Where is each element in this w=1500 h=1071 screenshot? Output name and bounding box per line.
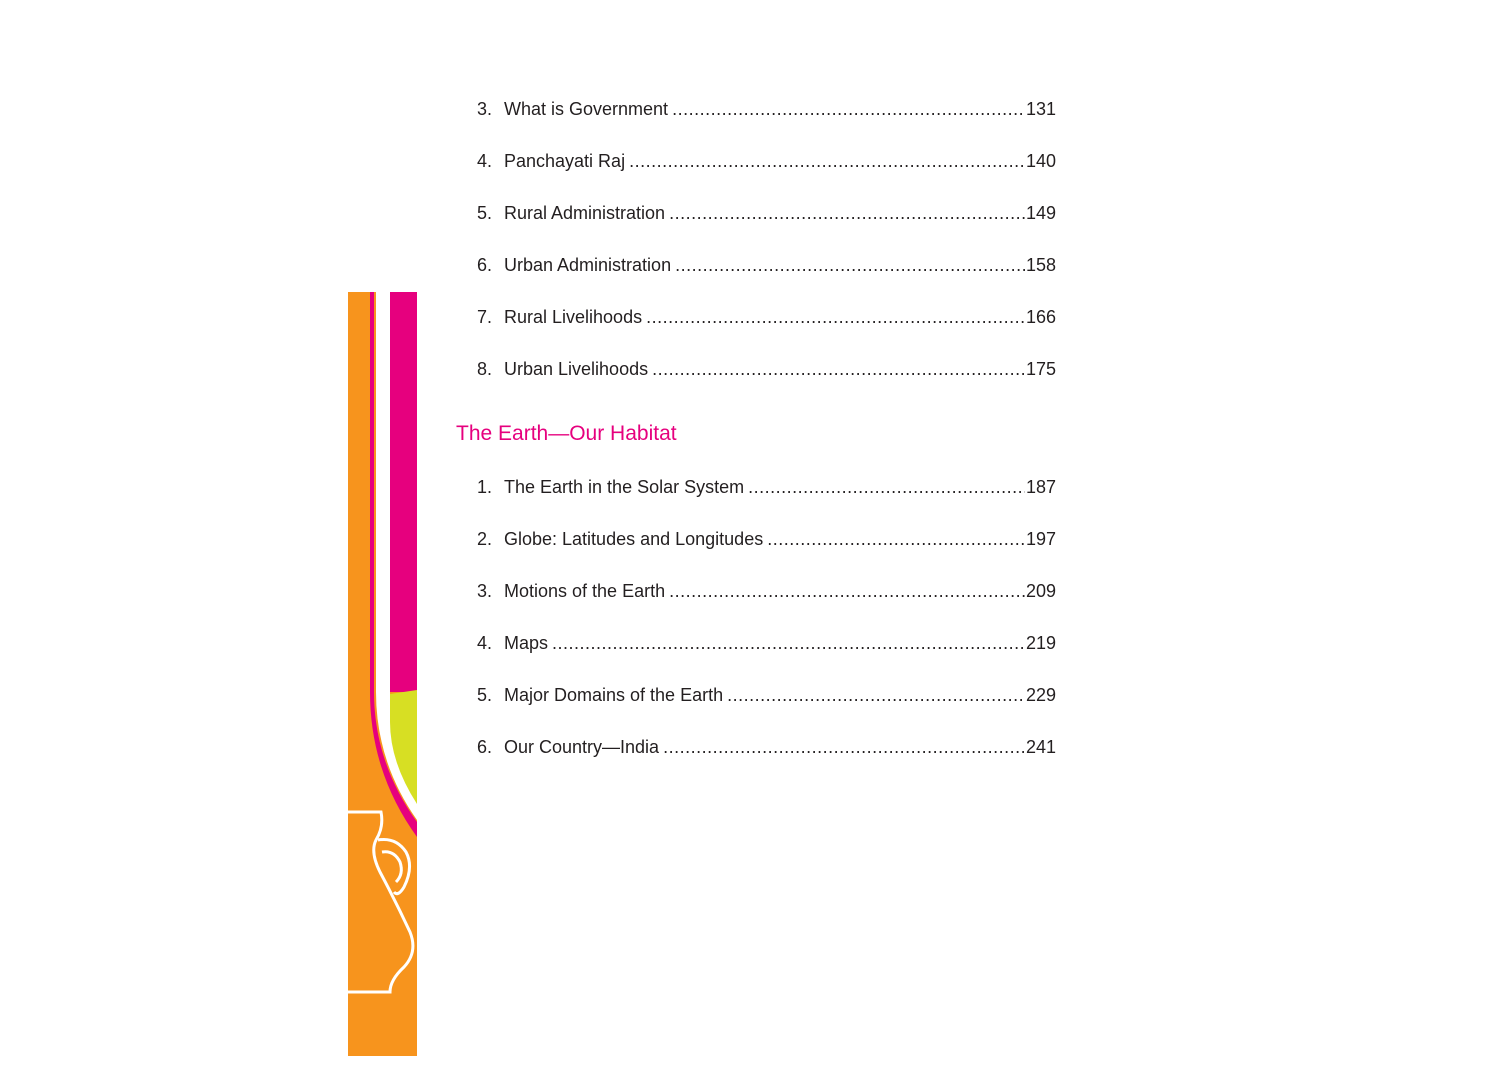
entry-number: 7. <box>477 307 493 327</box>
entry-number: 5. <box>477 203 493 223</box>
entry-page-number: 197 <box>1025 529 1056 549</box>
entry-number: 6. <box>477 737 493 757</box>
toc-entry[interactable] <box>477 735 1056 759</box>
dot-leader <box>652 357 1025 381</box>
toc-entry[interactable] <box>477 683 1056 707</box>
entry-page-number: 175 <box>1025 359 1056 379</box>
toc-entry[interactable] <box>477 475 1056 499</box>
entry-title: Maps <box>504 633 549 653</box>
side-decoration-band <box>348 292 417 1056</box>
toc-entry[interactable] <box>477 357 1056 381</box>
toc-entry[interactable] <box>477 305 1056 329</box>
toc-entry[interactable] <box>477 579 1056 603</box>
dot-leader <box>672 97 1025 121</box>
toc-entry[interactable] <box>477 527 1056 551</box>
entry-page-number: 241 <box>1025 737 1056 757</box>
dot-leader <box>663 735 1025 759</box>
entry-number: 3. <box>477 99 493 119</box>
dot-leader <box>669 201 1025 225</box>
toc-entry[interactable] <box>477 201 1056 225</box>
dot-leader <box>675 253 1025 277</box>
entry-page-number: 209 <box>1025 581 1056 601</box>
dot-leader <box>646 305 1025 329</box>
dot-leader <box>727 683 1025 707</box>
entry-title: Our Country—India <box>504 737 660 757</box>
entry-number: 8. <box>477 359 493 379</box>
toc-entry[interactable] <box>477 149 1056 173</box>
toc-entry[interactable] <box>477 631 1056 655</box>
dot-leader <box>629 149 1025 173</box>
entry-number: 2. <box>477 529 493 549</box>
entry-number: 1. <box>477 477 493 497</box>
entry-page-number: 229 <box>1025 685 1056 705</box>
dot-leader <box>552 631 1025 655</box>
toc-entry[interactable] <box>477 97 1056 121</box>
entry-page-number: 149 <box>1025 203 1056 223</box>
entry-title: Urban Administration <box>504 255 672 275</box>
toc-entry[interactable] <box>477 253 1056 277</box>
entry-page-number: 131 <box>1025 99 1056 119</box>
entry-page-number: 140 <box>1025 151 1056 171</box>
entry-title: Globe: Latitudes and Longitudes <box>504 529 764 549</box>
dot-leader <box>748 475 1025 499</box>
entry-title: Rural Livelihoods <box>504 307 643 327</box>
dot-leader <box>767 527 1025 551</box>
entry-title: What is Government <box>504 99 669 119</box>
entry-title: Motions of the Earth <box>504 581 666 601</box>
entry-page-number: 219 <box>1025 633 1056 653</box>
entry-page-number: 166 <box>1025 307 1056 327</box>
entry-number: 4. <box>477 151 493 171</box>
entry-title: Panchayati Raj <box>504 151 626 171</box>
entry-title: Major Domains of the Earth <box>504 685 724 705</box>
entry-number: 6. <box>477 255 493 275</box>
entry-title: The Earth in the Solar System <box>504 477 745 497</box>
entry-page-number: 158 <box>1025 255 1056 275</box>
section-heading: The Earth—Our Habitat <box>456 422 677 445</box>
entry-number: 4. <box>477 633 493 653</box>
entry-title: Rural Administration <box>504 203 666 223</box>
entry-page-number: 187 <box>1025 477 1056 497</box>
dot-leader <box>669 579 1025 603</box>
entry-title: Urban Livelihoods <box>504 359 649 379</box>
magenta-wide-stripe <box>390 292 417 692</box>
entry-number: 3. <box>477 581 493 601</box>
entry-number: 5. <box>477 685 493 705</box>
